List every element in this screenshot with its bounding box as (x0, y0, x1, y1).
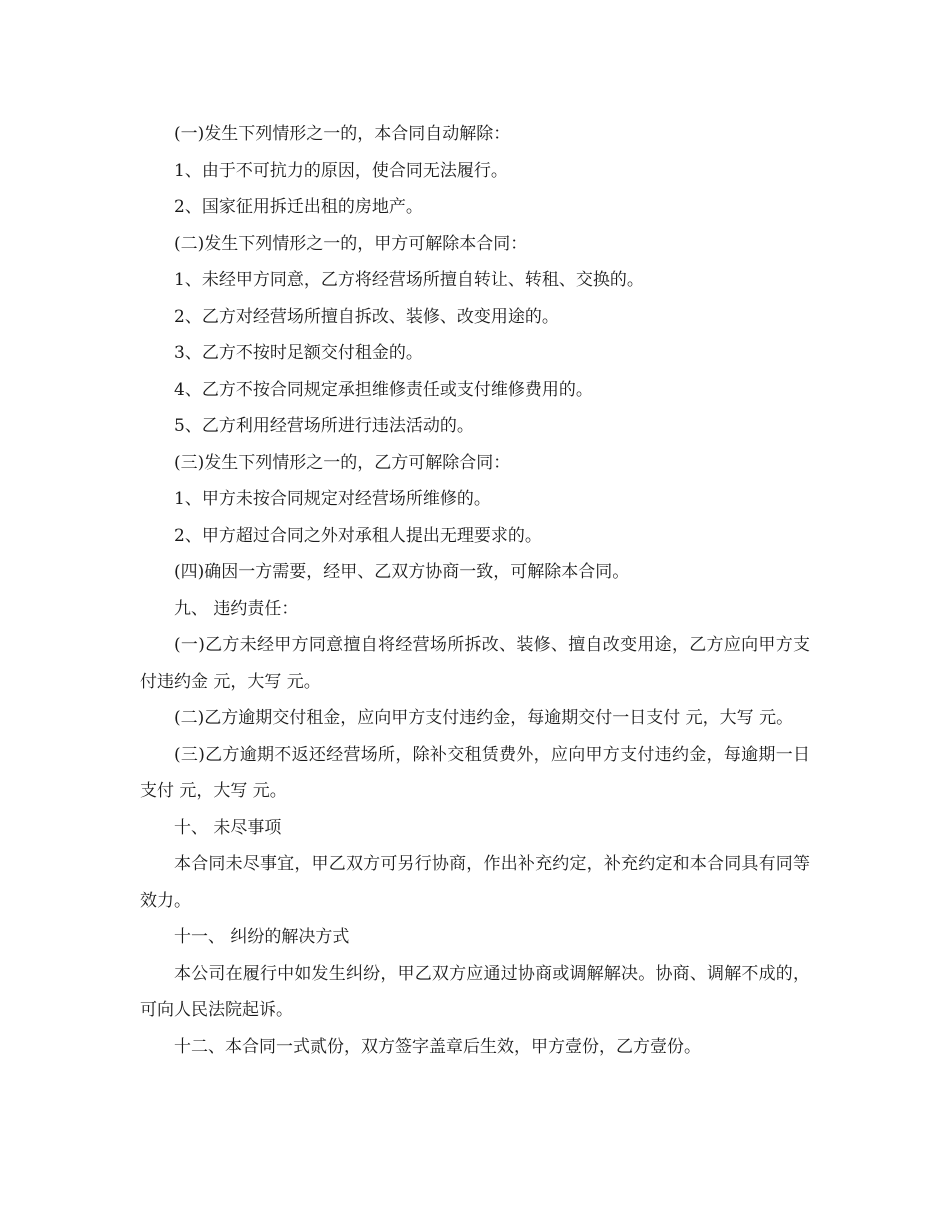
paragraph: 2、甲方超过合同之外对承租人提出无理要求的。 (174, 525, 542, 546)
paragraph: 本合同未尽事宜，甲乙双方可另行协商，作出补充约定，补充约定和本合同具有同等效力。 (140, 854, 810, 911)
paragraph: (一)发生下列情形之一的，本合同自动解除： (174, 124, 511, 144)
paragraph: (二)发生下列情形之一的，甲方可解除本合同： (174, 233, 528, 254)
paragraph: 2、乙方对经营场所擅自拆改、装修、改变用途的。 (174, 306, 559, 327)
section-heading: 十一、 纠纷的解决方式 (174, 927, 350, 947)
paragraph: (三)乙方逾期不返还经营场所，除补交租赁费外，应向甲方支付违约金，每逾期一日支付 元，大写 元。 (140, 744, 810, 801)
paragraph: 4、乙方不按合同规定承担维修责任或支付维修费用的。 (174, 379, 593, 400)
section-heading: 十、 未尽事项 (174, 817, 282, 838)
paragraph: (三)发生下列情形之一的，乙方可解除合同： (174, 452, 511, 473)
paragraph: (一)乙方未经甲方同意擅自将经营场所拆改、装修、擅自改变用途，乙方应向甲方支付违约金 元，大写 元。 (140, 635, 810, 692)
paragraph: (四)确因一方需要，经甲、乙双方协商一致，可解除本合同。 (174, 562, 630, 582)
paragraph: 2、国家征用拆迁出租的房地产。 (174, 197, 423, 217)
paragraph: 3、乙方不按时足额交付租金的。 (174, 343, 423, 363)
paragraph: 本公司在履行中如发生纠纷，甲乙双方应通过协商或调解解决。协商、调解不成的，可向人民法院起诉。 (140, 963, 810, 1020)
paragraph: 十二、本合同一式贰份，双方签字盖章后生效，甲方壹份，乙方壹份。 (174, 1036, 701, 1057)
paragraph: 5、乙方利用经营场所进行违法活动的。 (174, 416, 474, 436)
paragraph: 1、由于不可抗力的原因，使合同无法履行。 (174, 160, 508, 181)
paragraph: (二)乙方逾期交付租金，应向甲方支付违约金，每逾期交付一日支付 元，大写 元。 (174, 708, 794, 728)
document-body (140, 116, 810, 1065)
section-heading: 九、 违约责任： (174, 598, 299, 619)
paragraph: 1、未经甲方同意，乙方将经营场所擅自转让、转租、交换的。 (174, 270, 644, 290)
paragraph: 1、甲方未按合同规定对经营场所维修的。 (174, 489, 491, 509)
